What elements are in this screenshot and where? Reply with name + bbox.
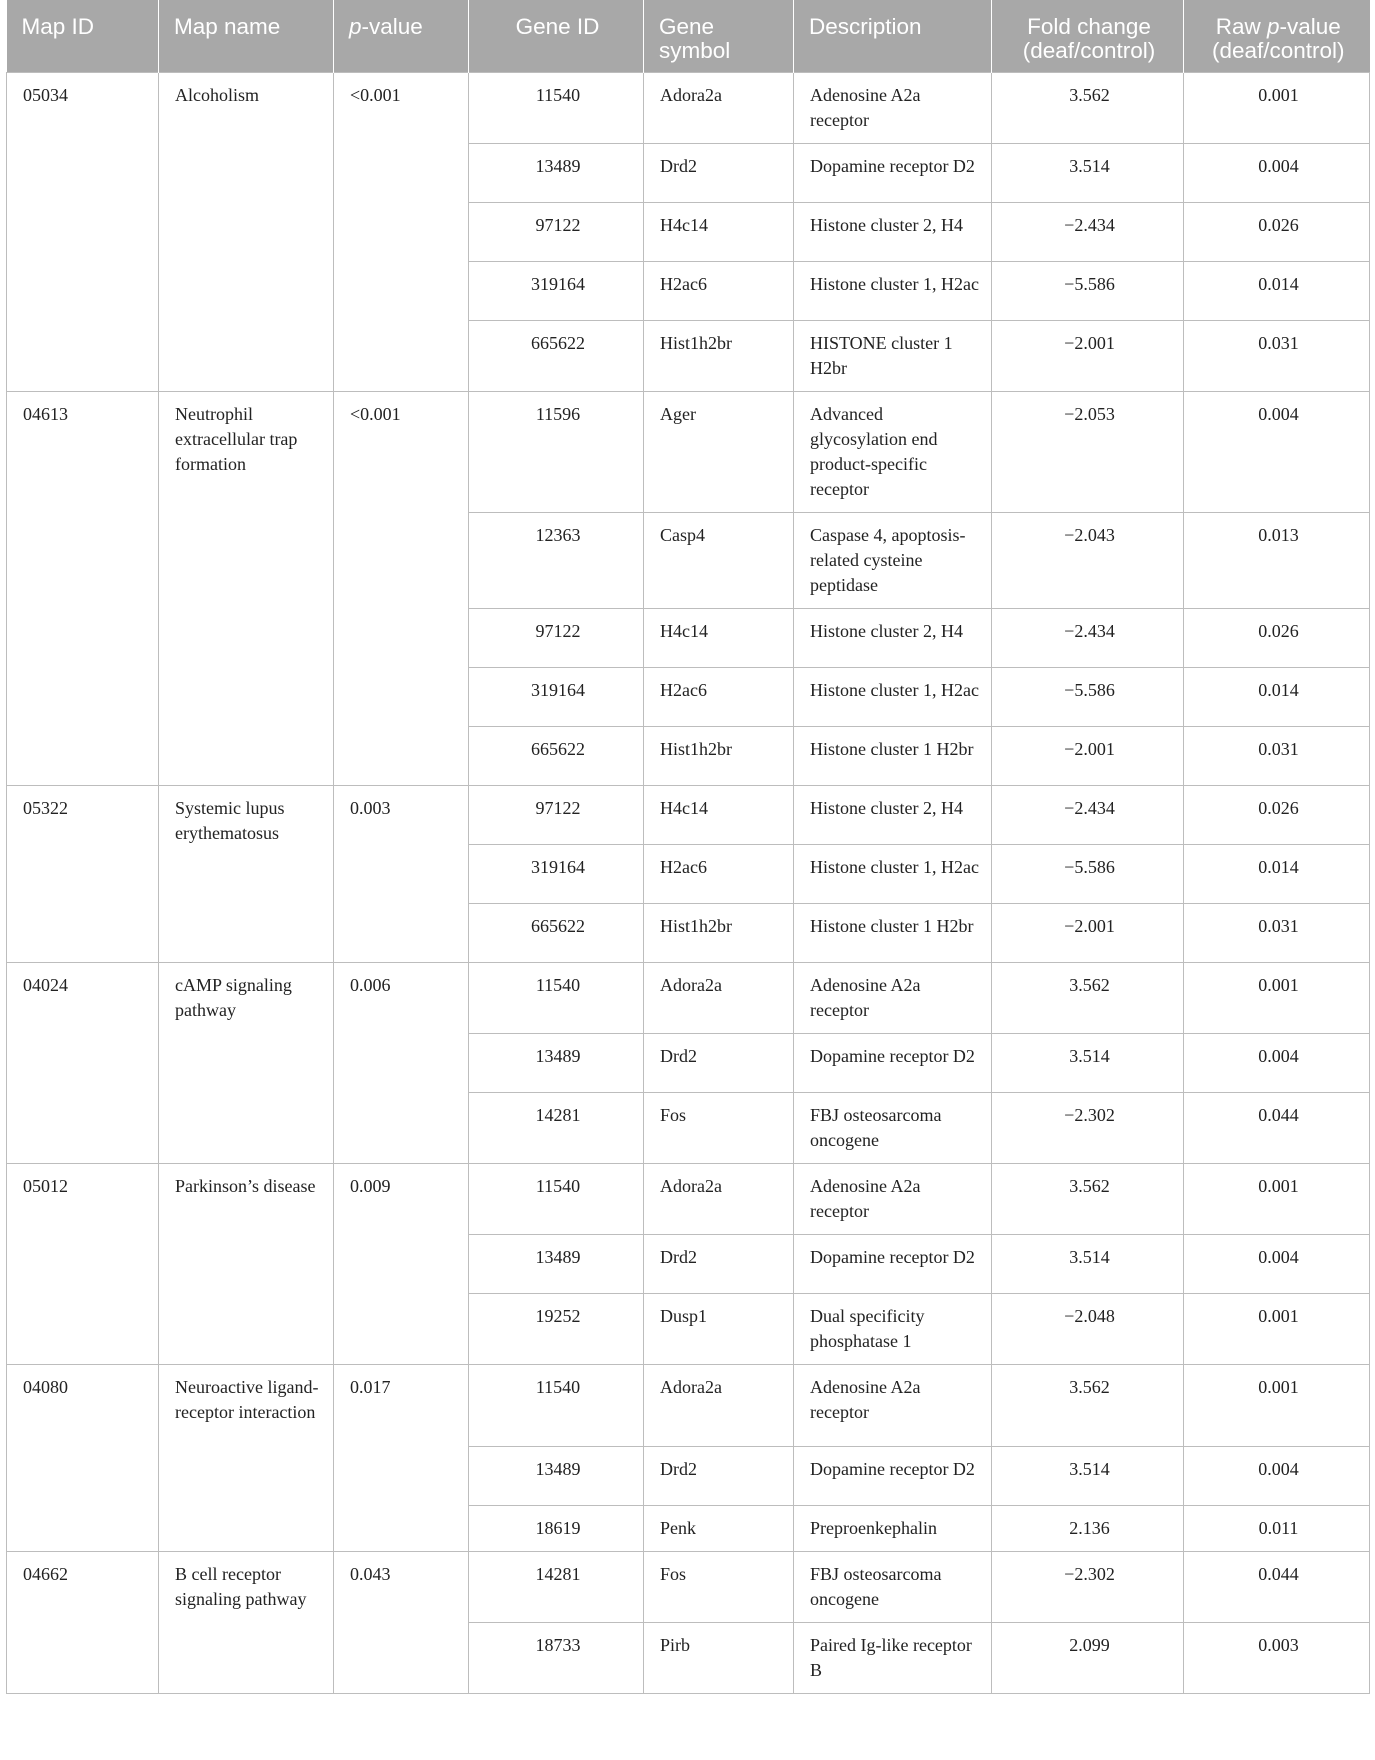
raw-p-value-cell: 0.044 bbox=[1184, 1093, 1370, 1164]
description-cell: HISTONE cluster 1 H2br bbox=[794, 321, 992, 392]
gene-symbol-cell: H2ac6 bbox=[644, 668, 794, 727]
fold-change-cell: 3.514 bbox=[992, 1034, 1184, 1093]
description-cell: Advanced glycosylation end product-specific receptor bbox=[794, 392, 992, 513]
map-name-cell: Neuroactive ligand-receptor interaction bbox=[159, 1365, 334, 1552]
gene-symbol-cell: Drd2 bbox=[644, 1447, 794, 1506]
fold-change-cell: −2.001 bbox=[992, 727, 1184, 786]
fold-change-cell: 3.562 bbox=[992, 1164, 1184, 1235]
p-value-cell: 0.006 bbox=[334, 963, 469, 1164]
gene-id-cell: 13489 bbox=[469, 144, 644, 203]
map-id-cell: 04662 bbox=[7, 1552, 159, 1694]
gene-symbol-cell: Fos bbox=[644, 1552, 794, 1623]
raw-p-value-cell: 0.031 bbox=[1184, 321, 1370, 392]
description-cell: Histone cluster 2, H4 bbox=[794, 203, 992, 262]
table-row bbox=[7, 1365, 1370, 1447]
fold-change-cell: −2.302 bbox=[992, 1093, 1184, 1164]
gene-symbol-cell: Ager bbox=[644, 392, 794, 513]
raw-p-value-cell: 0.004 bbox=[1184, 144, 1370, 203]
description-cell: FBJ osteosarcoma oncogene bbox=[794, 1093, 992, 1164]
description-cell: Preproenkephalin bbox=[794, 1506, 992, 1552]
gene-symbol-cell: H2ac6 bbox=[644, 262, 794, 321]
gene-id-cell: 11540 bbox=[469, 1365, 644, 1447]
gene-symbol-cell: Dusp1 bbox=[644, 1294, 794, 1365]
gene-id-cell: 319164 bbox=[469, 262, 644, 321]
fold-change-cell: −2.434 bbox=[992, 203, 1184, 262]
gene-id-cell: 319164 bbox=[469, 668, 644, 727]
map-id-cell: 04080 bbox=[7, 1365, 159, 1552]
raw-p-value-cell: 0.014 bbox=[1184, 845, 1370, 904]
gene-id-cell: 97122 bbox=[469, 203, 644, 262]
fold-change-cell: −5.586 bbox=[992, 262, 1184, 321]
gene-id-cell: 13489 bbox=[469, 1447, 644, 1506]
header-gene-symbol: Gene symbol bbox=[644, 0, 794, 73]
gene-id-cell: 11596 bbox=[469, 392, 644, 513]
raw-p-value-cell: 0.001 bbox=[1184, 1164, 1370, 1235]
gene-symbol-cell: Adora2a bbox=[644, 1164, 794, 1235]
fold-change-cell: 3.514 bbox=[992, 144, 1184, 203]
description-cell: Adenosine A2a receptor bbox=[794, 73, 992, 144]
description-cell: Histone cluster 1, H2ac bbox=[794, 262, 992, 321]
gene-symbol-cell: H2ac6 bbox=[644, 845, 794, 904]
gene-id-cell: 18619 bbox=[469, 1506, 644, 1552]
map-name-cell: Parkinson’s disease bbox=[159, 1164, 334, 1365]
gene-id-cell: 11540 bbox=[469, 963, 644, 1034]
map-id-cell: 05034 bbox=[7, 73, 159, 392]
p-value-cell: <0.001 bbox=[334, 392, 469, 786]
gene-id-cell: 97122 bbox=[469, 609, 644, 668]
raw-p-value-cell: 0.026 bbox=[1184, 609, 1370, 668]
header-p-value: p-value bbox=[334, 0, 469, 73]
gene-id-cell: 13489 bbox=[469, 1235, 644, 1294]
fold-change-cell: −2.434 bbox=[992, 609, 1184, 668]
raw-p-value-cell: 0.001 bbox=[1184, 1294, 1370, 1365]
p-value-cell: 0.043 bbox=[334, 1552, 469, 1694]
raw-p-value-cell: 0.014 bbox=[1184, 262, 1370, 321]
map-id-cell: 04613 bbox=[7, 392, 159, 786]
gene-symbol-cell: Pirb bbox=[644, 1623, 794, 1694]
gene-symbol-cell: Hist1h2br bbox=[644, 727, 794, 786]
raw-p-value-cell: 0.031 bbox=[1184, 727, 1370, 786]
raw-p-value-cell: 0.004 bbox=[1184, 1447, 1370, 1506]
p-value-cell: <0.001 bbox=[334, 73, 469, 392]
description-cell: Histone cluster 1, H2ac bbox=[794, 668, 992, 727]
map-name-cell: B cell receptor signaling pathway bbox=[159, 1552, 334, 1694]
gene-symbol-cell: Fos bbox=[644, 1093, 794, 1164]
gene-id-cell: 13489 bbox=[469, 1034, 644, 1093]
fold-change-cell: 3.514 bbox=[992, 1235, 1184, 1294]
gene-symbol-cell: Casp4 bbox=[644, 513, 794, 609]
gene-symbol-cell: Hist1h2br bbox=[644, 904, 794, 963]
table-row bbox=[7, 1552, 1370, 1623]
p-value-cell: 0.003 bbox=[334, 786, 469, 963]
description-cell: Dopamine receptor D2 bbox=[794, 1235, 992, 1294]
pathway-gene-table bbox=[6, 0, 1370, 1694]
raw-p-value-cell: 0.013 bbox=[1184, 513, 1370, 609]
header-description: Description bbox=[794, 0, 992, 73]
fold-change-cell: −5.586 bbox=[992, 668, 1184, 727]
header-row bbox=[7, 0, 1370, 73]
raw-p-value-cell: 0.001 bbox=[1184, 963, 1370, 1034]
map-id-cell: 05322 bbox=[7, 786, 159, 963]
table-row bbox=[7, 963, 1370, 1034]
raw-p-value-cell: 0.026 bbox=[1184, 786, 1370, 845]
gene-symbol-cell: Hist1h2br bbox=[644, 321, 794, 392]
gene-id-cell: 665622 bbox=[469, 904, 644, 963]
fold-change-cell: 3.514 bbox=[992, 1447, 1184, 1506]
gene-id-cell: 665622 bbox=[469, 321, 644, 392]
p-value-cell: 0.017 bbox=[334, 1365, 469, 1552]
fold-change-cell: −2.001 bbox=[992, 904, 1184, 963]
map-id-cell: 04024 bbox=[7, 963, 159, 1164]
gene-symbol-cell: H4c14 bbox=[644, 203, 794, 262]
fold-change-cell: −2.043 bbox=[992, 513, 1184, 609]
description-cell: Histone cluster 1, H2ac bbox=[794, 845, 992, 904]
gene-symbol-cell: Penk bbox=[644, 1506, 794, 1552]
description-cell: Histone cluster 2, H4 bbox=[794, 609, 992, 668]
description-cell: Dopamine receptor D2 bbox=[794, 144, 992, 203]
fold-change-cell: −5.586 bbox=[992, 845, 1184, 904]
fold-change-cell: −2.048 bbox=[992, 1294, 1184, 1365]
description-cell: Paired Ig-like receptor B bbox=[794, 1623, 992, 1694]
description-cell: Dopamine receptor D2 bbox=[794, 1034, 992, 1093]
gene-symbol-cell: Drd2 bbox=[644, 144, 794, 203]
gene-symbol-cell: Drd2 bbox=[644, 1235, 794, 1294]
raw-p-value-cell: 0.044 bbox=[1184, 1552, 1370, 1623]
gene-id-cell: 19252 bbox=[469, 1294, 644, 1365]
raw-p-value-cell: 0.004 bbox=[1184, 392, 1370, 513]
header-gene-id: Gene ID bbox=[469, 0, 644, 73]
gene-id-cell: 319164 bbox=[469, 845, 644, 904]
gene-symbol-cell: Adora2a bbox=[644, 73, 794, 144]
description-cell: Histone cluster 1 H2br bbox=[794, 727, 992, 786]
raw-p-value-cell: 0.003 bbox=[1184, 1623, 1370, 1694]
raw-p-value-cell: 0.004 bbox=[1184, 1034, 1370, 1093]
gene-symbol-cell: H4c14 bbox=[644, 609, 794, 668]
fold-change-cell: −2.001 bbox=[992, 321, 1184, 392]
description-cell: FBJ osteosarcoma oncogene bbox=[794, 1552, 992, 1623]
header-raw-p-value: Raw p-value (deaf/control) bbox=[1184, 0, 1370, 73]
table-row bbox=[7, 392, 1370, 513]
raw-p-value-cell: 0.011 bbox=[1184, 1506, 1370, 1552]
fold-change-cell: 3.562 bbox=[992, 1365, 1184, 1447]
raw-p-value-cell: 0.026 bbox=[1184, 203, 1370, 262]
table-row bbox=[7, 786, 1370, 845]
gene-id-cell: 12363 bbox=[469, 513, 644, 609]
fold-change-cell: 2.136 bbox=[992, 1506, 1184, 1552]
gene-id-cell: 11540 bbox=[469, 73, 644, 144]
fold-change-cell: −2.434 bbox=[992, 786, 1184, 845]
description-cell: Caspase 4, apoptosis-related cysteine peptidase bbox=[794, 513, 992, 609]
fold-change-cell: −2.302 bbox=[992, 1552, 1184, 1623]
gene-symbol-cell: Adora2a bbox=[644, 963, 794, 1034]
gene-symbol-cell: H4c14 bbox=[644, 786, 794, 845]
map-name-cell: cAMP signaling pathway bbox=[159, 963, 334, 1164]
gene-id-cell: 97122 bbox=[469, 786, 644, 845]
gene-id-cell: 14281 bbox=[469, 1093, 644, 1164]
description-cell: Histone cluster 2, H4 bbox=[794, 786, 992, 845]
fold-change-cell: 3.562 bbox=[992, 963, 1184, 1034]
raw-p-value-cell: 0.001 bbox=[1184, 1365, 1370, 1447]
gene-symbol-cell: Drd2 bbox=[644, 1034, 794, 1093]
header-map-name: Map name bbox=[159, 0, 334, 73]
fold-change-cell: 2.099 bbox=[992, 1623, 1184, 1694]
gene-id-cell: 11540 bbox=[469, 1164, 644, 1235]
gene-id-cell: 14281 bbox=[469, 1552, 644, 1623]
header-map-id: Map ID bbox=[7, 0, 159, 73]
gene-id-cell: 665622 bbox=[469, 727, 644, 786]
gene-symbol-cell: Adora2a bbox=[644, 1365, 794, 1447]
fold-change-cell: −2.053 bbox=[992, 392, 1184, 513]
fold-change-cell: 3.562 bbox=[992, 73, 1184, 144]
raw-p-value-cell: 0.014 bbox=[1184, 668, 1370, 727]
header-fold-change: Fold change (deaf/control) bbox=[992, 0, 1184, 73]
description-cell: Dopamine receptor D2 bbox=[794, 1447, 992, 1506]
table-body bbox=[7, 73, 1370, 1694]
raw-p-value-cell: 0.031 bbox=[1184, 904, 1370, 963]
table-row bbox=[7, 1164, 1370, 1235]
table-row bbox=[7, 73, 1370, 144]
description-cell: Adenosine A2a receptor bbox=[794, 963, 992, 1034]
map-id-cell: 05012 bbox=[7, 1164, 159, 1365]
gene-id-cell: 18733 bbox=[469, 1623, 644, 1694]
description-cell: Adenosine A2a receptor bbox=[794, 1164, 992, 1235]
p-value-cell: 0.009 bbox=[334, 1164, 469, 1365]
map-name-cell: Systemic lupus erythematosus bbox=[159, 786, 334, 963]
raw-p-value-cell: 0.001 bbox=[1184, 73, 1370, 144]
description-cell: Histone cluster 1 H2br bbox=[794, 904, 992, 963]
map-name-cell: Neutrophil extracellular trap formation bbox=[159, 392, 334, 786]
raw-p-value-cell: 0.004 bbox=[1184, 1235, 1370, 1294]
description-cell: Adenosine A2a receptor bbox=[794, 1365, 992, 1447]
description-cell: Dual specificity phosphatase 1 bbox=[794, 1294, 992, 1365]
map-name-cell: Alcoholism bbox=[159, 73, 334, 392]
